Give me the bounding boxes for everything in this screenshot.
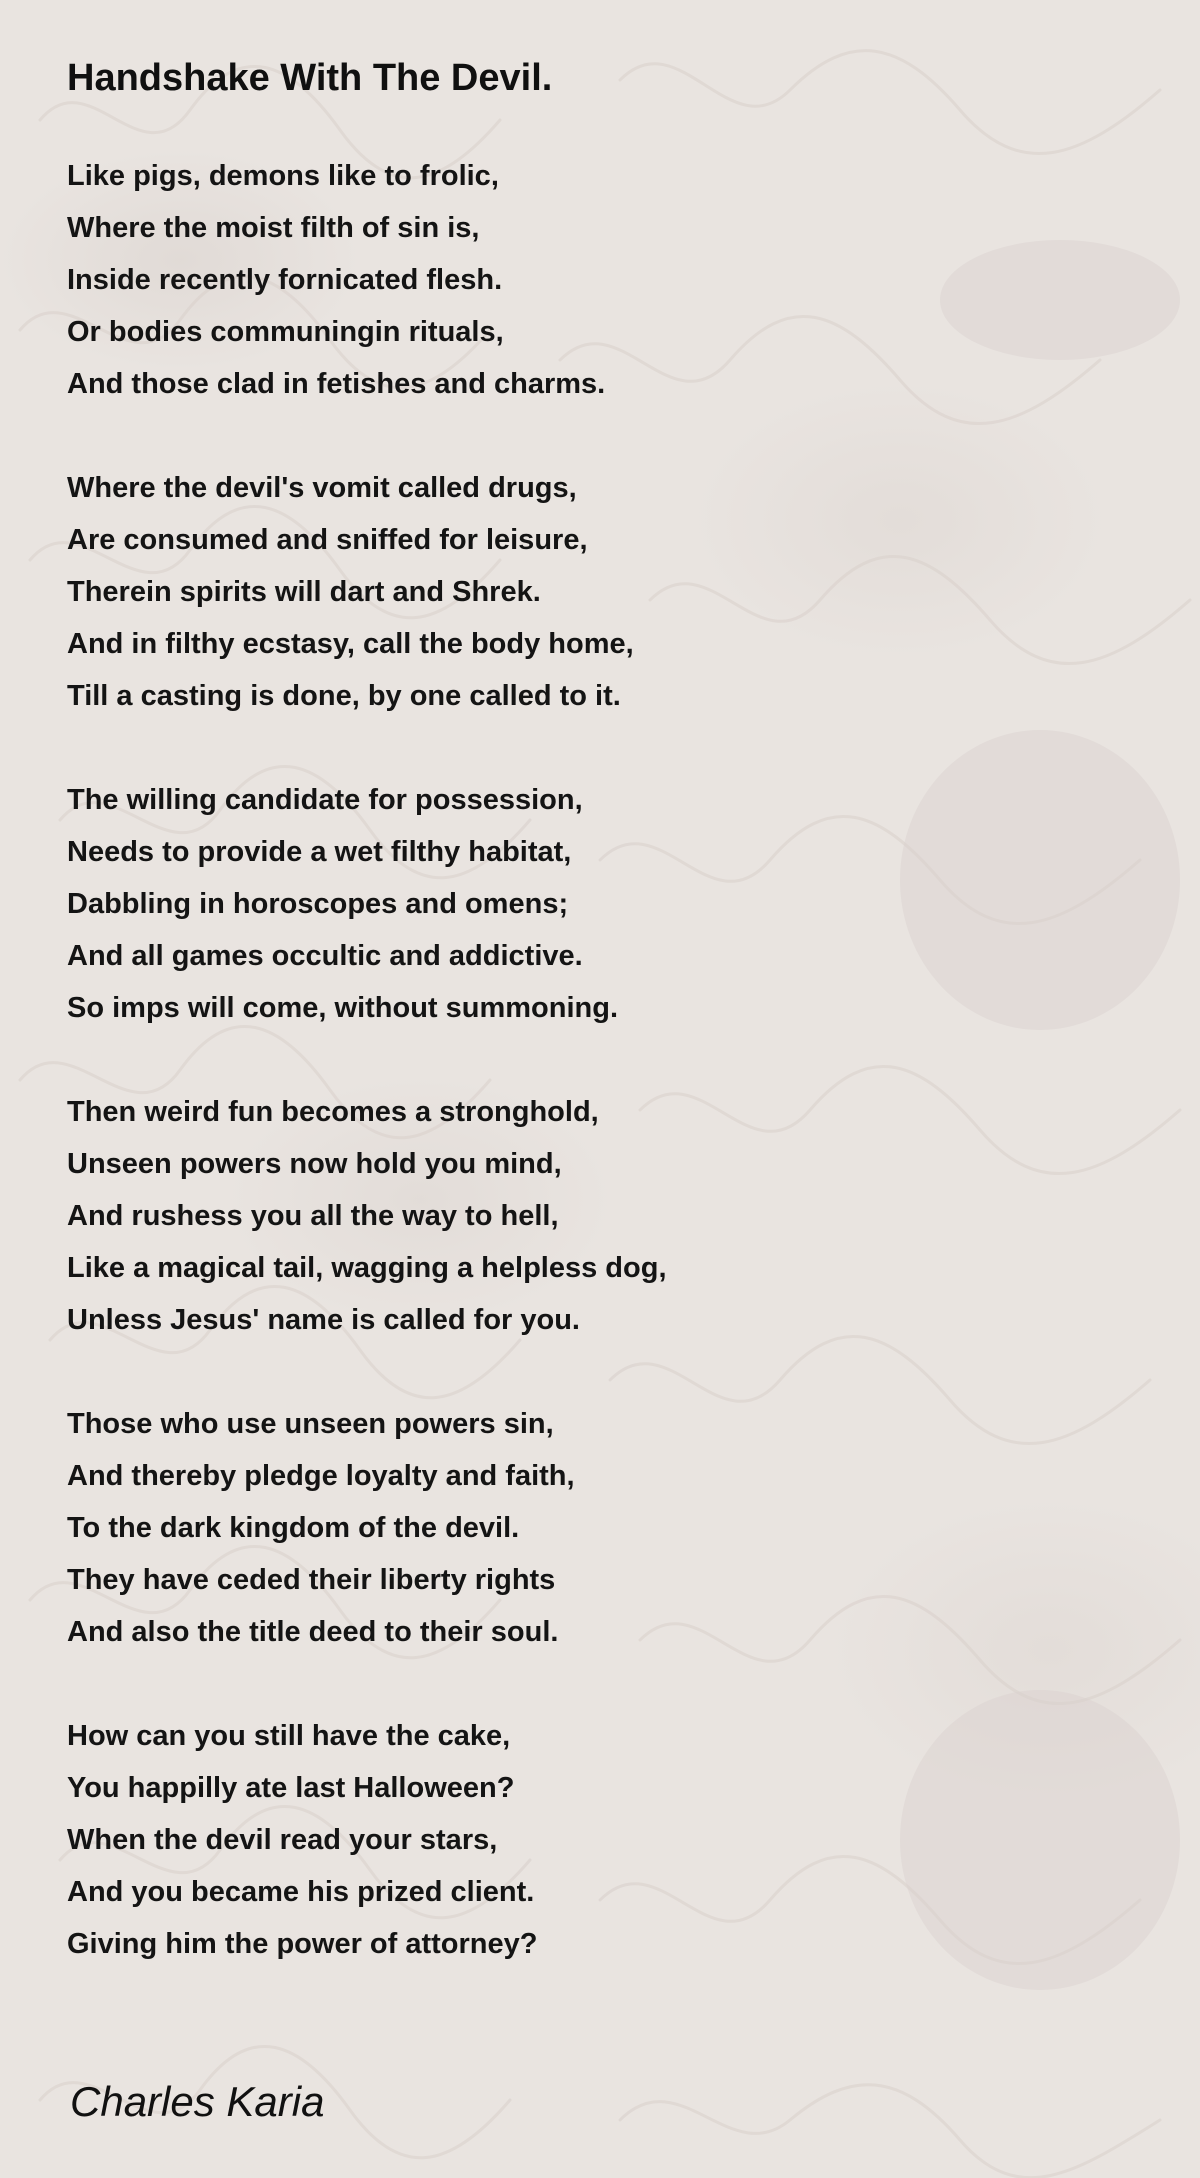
poem-author: Charles Karia	[70, 2078, 325, 2125]
poem-line: To the dark kingdom of the devil.	[67, 1512, 520, 1544]
poem-line: When the devil read your stars,	[67, 1824, 498, 1856]
poem-line: They have ceded their liberty rights	[67, 1564, 556, 1596]
poem-line: You happilly ate last Halloween?	[67, 1772, 515, 1804]
poem-line: And also the title deed to their soul.	[67, 1616, 559, 1648]
poem-line: Giving him the power of attorney?	[67, 1928, 538, 1960]
stanza-4	[67, 1086, 1147, 1346]
poem-line: Like a magical tail, wagging a helpless dog,	[67, 1252, 667, 1284]
poem-line: Are consumed and sniffed for leisure,	[67, 524, 588, 556]
stanza-6	[67, 1710, 1147, 1970]
poem-line: Unless Jesus' name is called for you.	[67, 1304, 580, 1336]
poem-line: Dabbling in horoscopes and omens;	[67, 888, 569, 920]
poem-line: How can you still have the cake,	[67, 1720, 511, 1752]
poem	[67, 52, 1147, 2022]
poem-title: Handshake With The Devil.	[67, 57, 553, 99]
poem-line: Where the moist filth of sin is,	[67, 212, 480, 244]
poem-line: Till a casting is done, by one called to it.	[67, 680, 621, 712]
poem-line: Like pigs, demons like to frolic,	[67, 160, 499, 192]
poem-line: And rushess you all the way to hell,	[67, 1200, 559, 1232]
poem-line: Therein spirits will dart and Shrek.	[67, 576, 541, 608]
stanza-2	[67, 462, 1147, 722]
poem-line: So imps will come, without summoning.	[67, 992, 619, 1024]
poem-line: Then weird fun becomes a stronghold,	[67, 1096, 599, 1128]
poem-line: Inside recently fornicated flesh.	[67, 264, 503, 296]
poem-line: Needs to provide a wet filthy habitat,	[67, 836, 572, 868]
stanza-3	[67, 774, 1147, 1034]
poem-line: And you became his prized client.	[67, 1876, 535, 1908]
poem-body	[67, 150, 1147, 1970]
poem-line: And all games occultic and addictive.	[67, 940, 583, 972]
stanza-5	[67, 1398, 1147, 1658]
poem-line: Or bodies communingin rituals,	[67, 316, 504, 348]
poem-line: Where the devil's vomit called drugs,	[67, 472, 577, 504]
poem-line: The willing candidate for possession,	[67, 784, 583, 816]
poem-line: Those who use unseen powers sin,	[67, 1408, 554, 1440]
stanza-1	[67, 150, 1147, 410]
poem-line: And thereby pledge loyalty and faith,	[67, 1460, 575, 1492]
poem-line: Unseen powers now hold you mind,	[67, 1148, 562, 1180]
poem-line: And those clad in fetishes and charms.	[67, 368, 606, 400]
poem-line: And in filthy ecstasy, call the body home,	[67, 628, 634, 660]
